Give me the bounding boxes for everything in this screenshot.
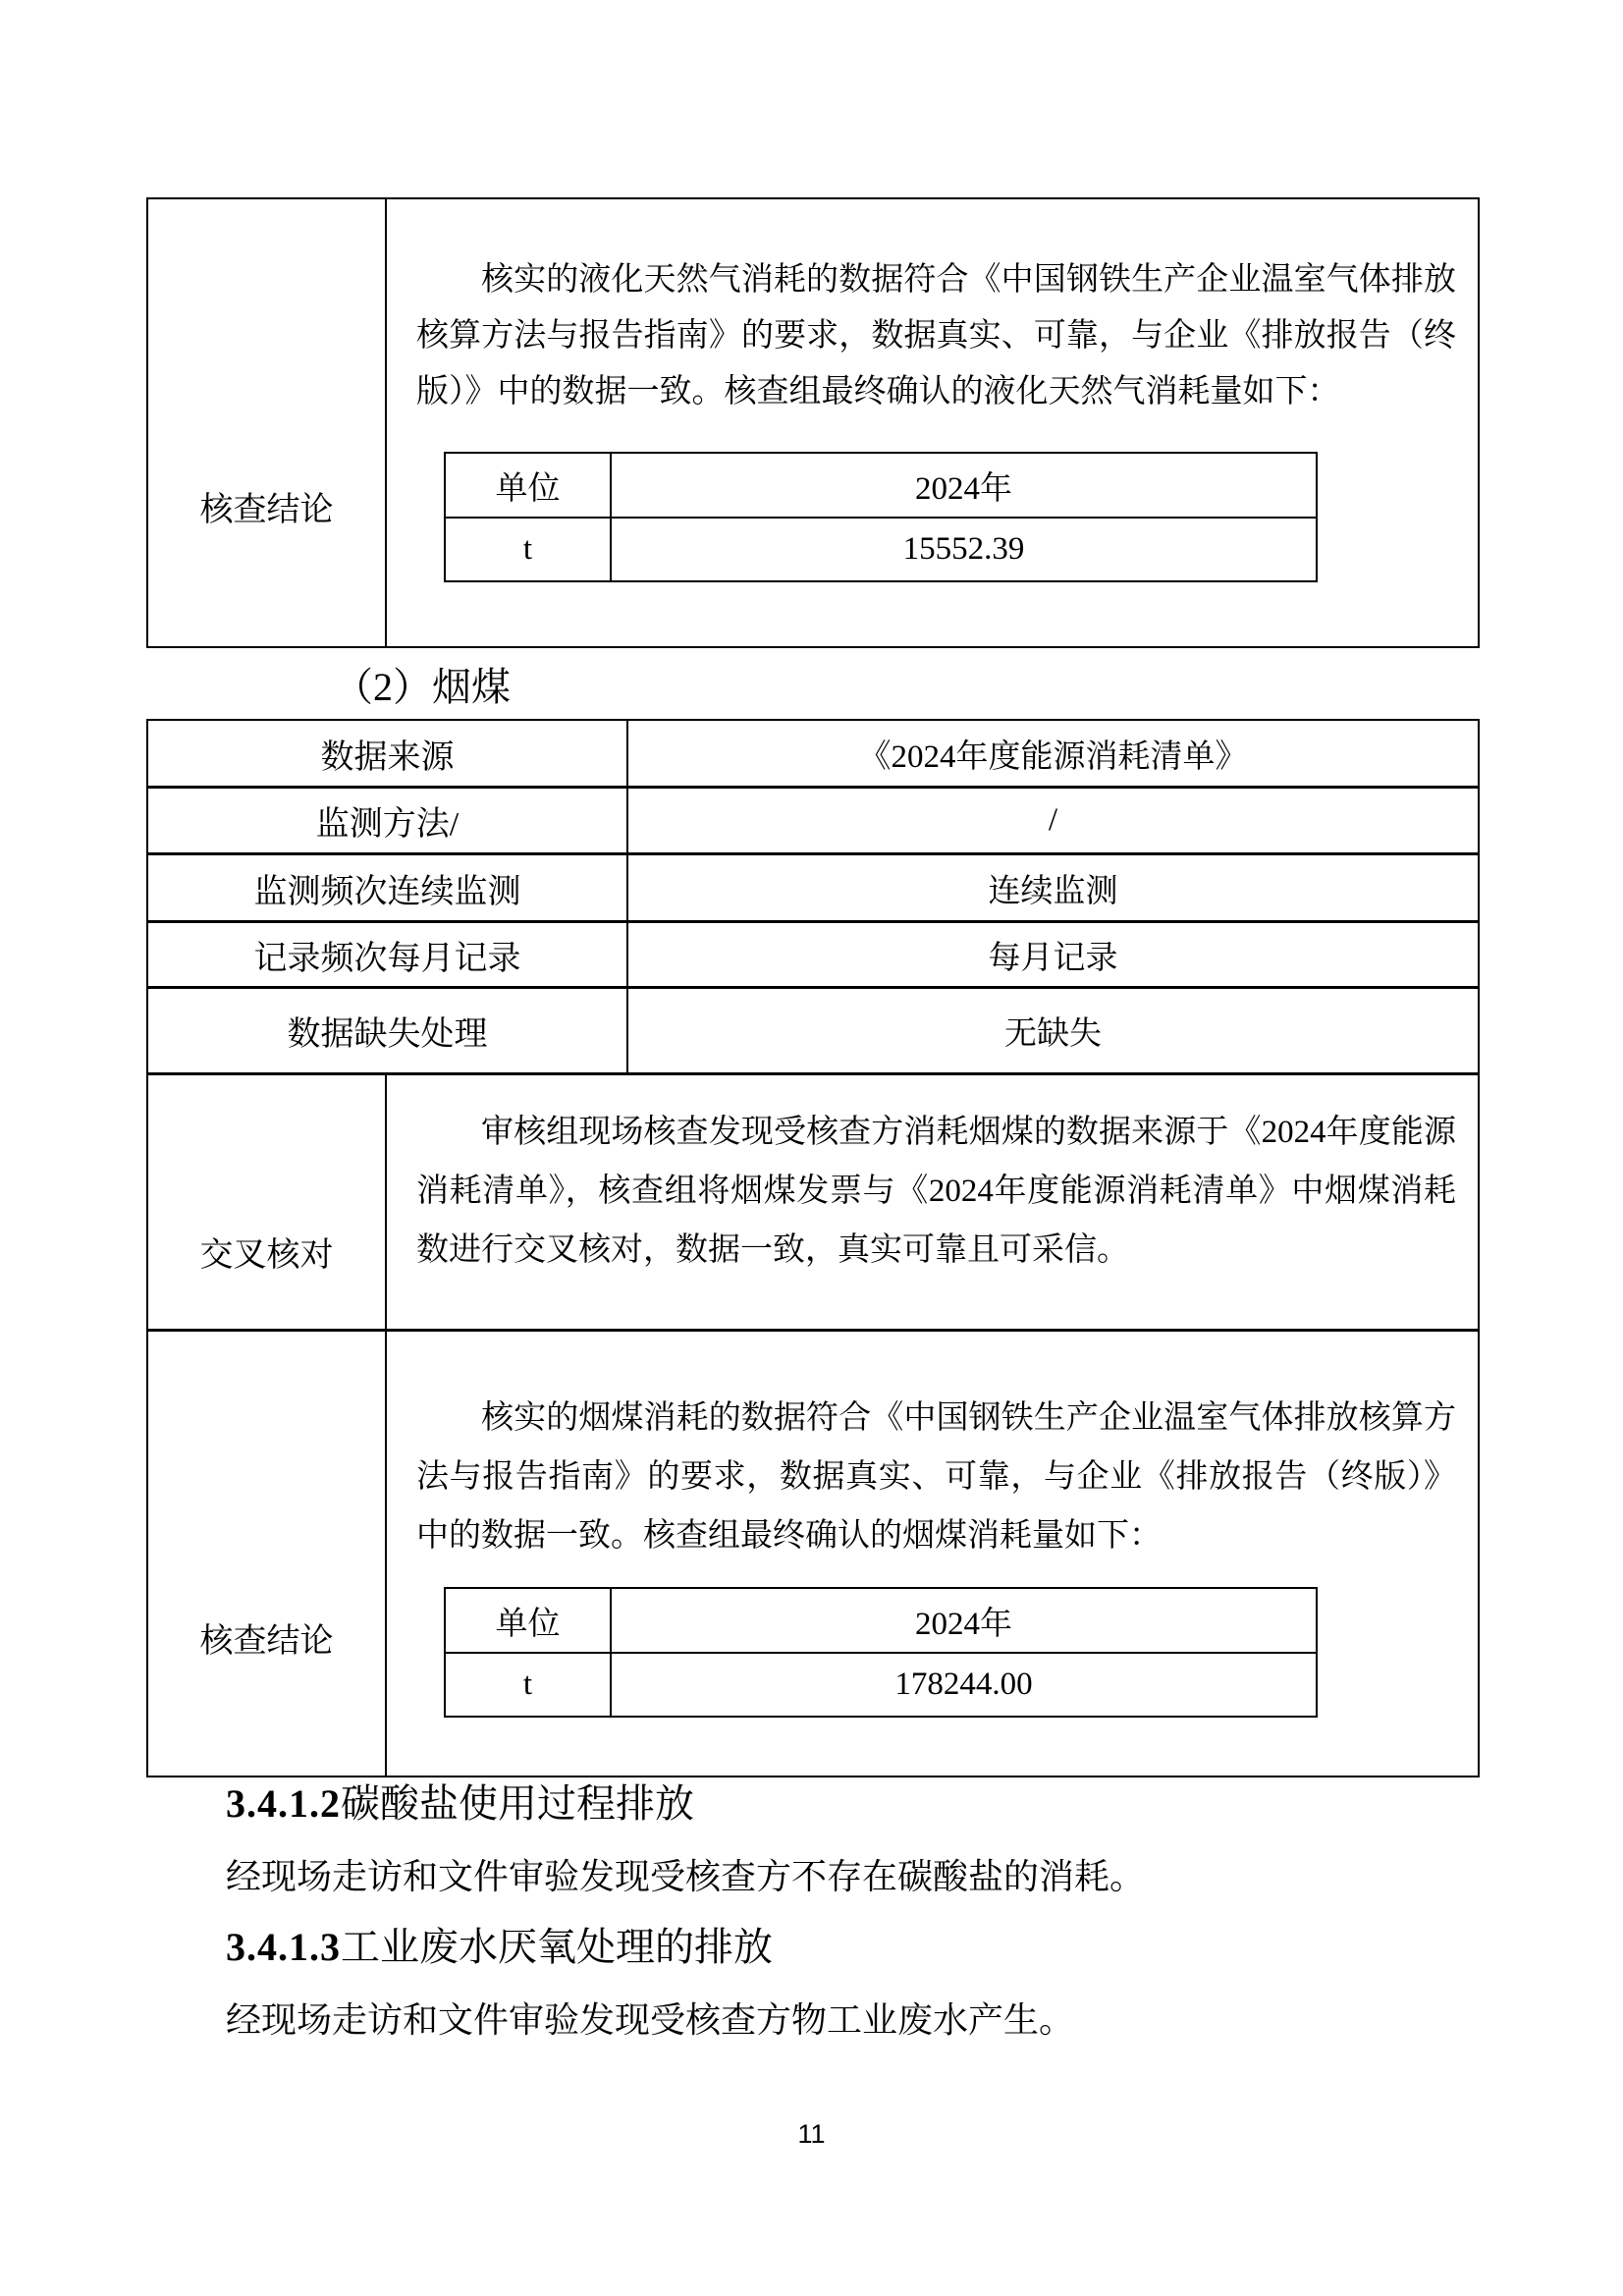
coal-table-header-row — [446, 1589, 1316, 1652]
lng-year-value-cell: 15552.39 — [902, 531, 1025, 567]
table1-content-cell — [387, 199, 1478, 646]
lng-table-value-row — [446, 517, 1316, 580]
coal-year-value-cell: 178244.00 — [894, 1667, 1033, 1702]
row-value: 每月记录 — [988, 940, 1118, 976]
cross-check-content-cell — [387, 1075, 1478, 1329]
table-row-conclusion — [148, 1329, 1478, 1776]
section-number: 3.4.1.3 — [226, 1925, 341, 1969]
lng-unit-value-cell: t — [446, 519, 612, 580]
row-label: 监测频次连续监测 — [148, 855, 628, 920]
table-row-data-source — [148, 721, 1478, 786]
section-title: 工业废水厌氧处理的排放 — [341, 1925, 773, 1969]
conclusion-paragraph: 核实的烟煤消耗的数据符合《中国钢铁生产企业温室气体排放核算方法与报告指南》的要求，数据真实、可靠，与企业《排放报告（终版）》中的数据一致。核查组最终确认的烟煤消耗量如下： — [416, 1400, 1456, 1554]
coal-data-table — [146, 719, 1480, 1777]
coal-unit-header-cell: 单位 — [446, 1589, 612, 1652]
table-row-cross-check — [148, 1072, 1478, 1329]
lng-table-header-row — [446, 454, 1316, 517]
conclusion-content-cell — [387, 1332, 1478, 1776]
row-value: 《2024年度能源消耗清单》 — [858, 738, 1248, 775]
page-number: 11 — [797, 2119, 826, 2149]
coal-consumption-table — [444, 1587, 1318, 1718]
conclusion-label-cell — [148, 1332, 387, 1776]
row-label: 监测方法/ — [148, 789, 628, 852]
section-body-3413: 经现场走访和文件审验发现受核查方物工业废水产生。 — [226, 2000, 1075, 2040]
table-row-missing-data — [148, 986, 1478, 1072]
lng-year-header-cell: 2024年 — [915, 470, 1012, 507]
table-row-monitor-method — [148, 786, 1478, 852]
row-value: / — [1048, 802, 1058, 838]
table1-label: 核查结论 — [199, 492, 334, 528]
cross-check-paragraph: 审核组现场核查发现受核查方消耗烟煤的数据来源于《2024年度能源消耗清单》，核查组将烟煤发票与《2024年度能源消耗清单》中烟煤消耗数进行交叉核对，数据一致，真实可靠且可采信。 — [416, 1115, 1456, 1268]
coal-year-header-cell: 2024年 — [915, 1606, 1012, 1642]
row-value: 无缺失 — [1004, 1016, 1102, 1052]
section-heading-3413 — [226, 1923, 773, 1972]
section-body-3412: 经现场走访和文件审验发现受核查方不存在碳酸盐的消耗。 — [226, 1857, 1146, 1896]
lng-conclusion-table — [146, 197, 1480, 648]
cross-check-label-cell — [148, 1075, 387, 1329]
row-label: 数据来源 — [148, 721, 628, 786]
table-row-record-frequency — [148, 920, 1478, 986]
cross-check-label: 交叉核对 — [199, 1236, 334, 1274]
section-heading-3412 — [226, 1779, 694, 1829]
subsection-heading-coal: （2）烟煤 — [334, 665, 511, 709]
row-label: 数据缺失处理 — [148, 989, 628, 1072]
row-value: 连续监测 — [988, 873, 1118, 909]
table1-label-cell — [148, 199, 387, 646]
lng-consumption-table — [444, 452, 1318, 582]
table1-paragraph: 核实的液化天然气消耗的数据符合《中国钢铁生产企业温室气体排放核算方法与报告指南》的要求，数据真实、可靠，与企业《排放报告（终版）》中的数据一致。核查组最终确认的液化天然气消耗量如下： — [416, 262, 1456, 410]
coal-table-value-row — [446, 1652, 1316, 1716]
lng-unit-header-cell: 单位 — [446, 454, 612, 517]
section-number: 3.4.1.2 — [226, 1781, 341, 1826]
section-title: 碳酸盐使用过程排放 — [341, 1781, 694, 1826]
table-row-monitor-frequency — [148, 852, 1478, 920]
coal-unit-value-cell: t — [446, 1654, 612, 1716]
row-label: 记录频次每月记录 — [148, 923, 628, 986]
conclusion-label: 核查结论 — [199, 1622, 334, 1660]
